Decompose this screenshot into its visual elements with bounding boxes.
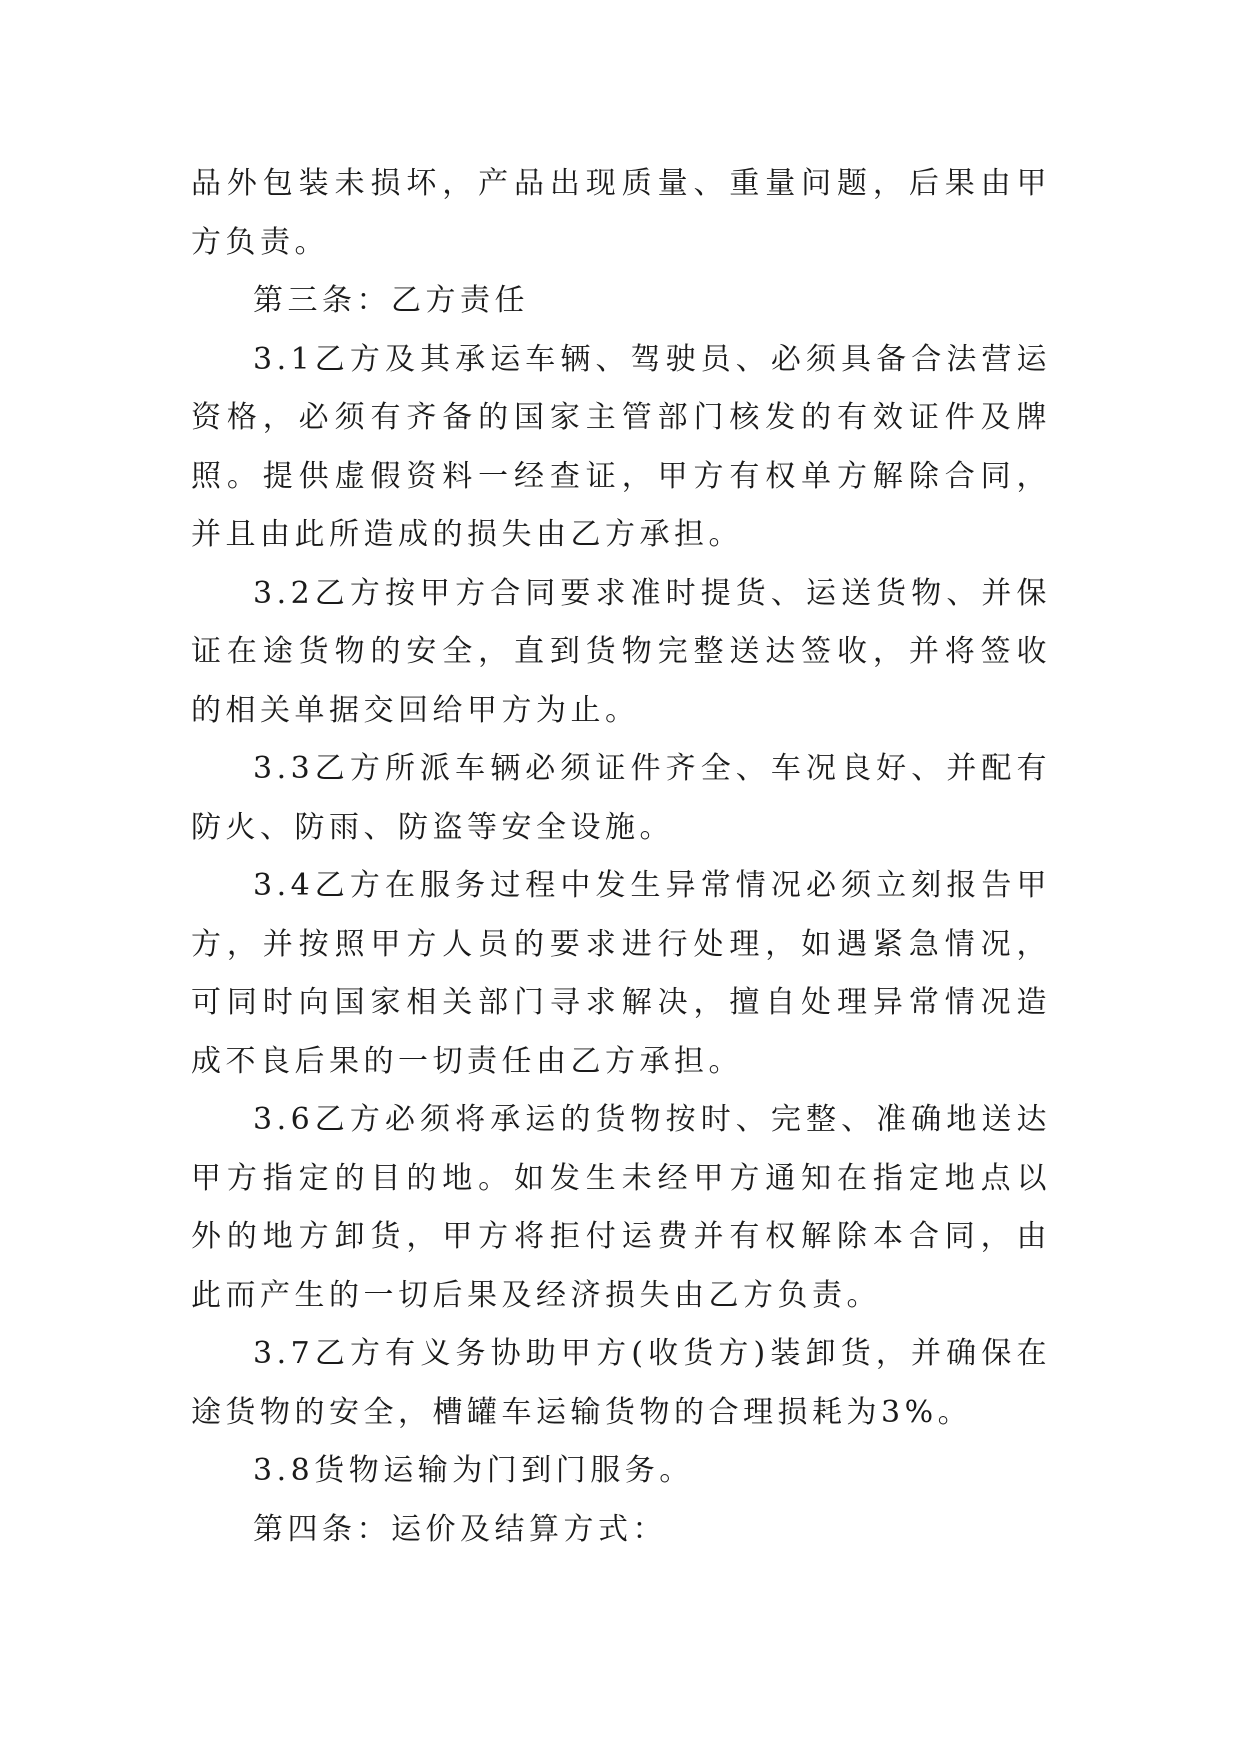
- heading-article-3: 第三条：乙方责任: [253, 283, 529, 318]
- document-page: [191, 155, 1051, 1559]
- clause-3-1: 3.1乙方及其承运车辆、驾驶员、必须具备合法营运资格，必须有齐备的国家主管部门核发的有效证件及牌照。提供虚假资料一经查证，甲方有权单方解除合同，并且由此所造成的损失由乙方承担。: [191, 341, 1051, 552]
- clause-3-3: 3.3乙方所派车辆必须证件齐全、车况良好、并配有防火、防雨、防盗等安全设施。: [191, 751, 1051, 845]
- clause-3-4: 3.4乙方在服务过程中发生异常情况必须立刻报告甲方，并按照甲方人员的要求进行处理，如遇紧急情况，可同时向国家相关部门寻求解决，擅自处理异常情况造成不良后果的一切责任由乙方承担。: [191, 868, 1051, 1079]
- clause-3-6: 3.6乙方必须将承运的货物按时、完整、准确地送达甲方指定的目的地。如发生未经甲方通知在指定地点以外的地方卸货，甲方将拒付运费并有权解除本合同，由此而产生的一切后果及经济损失由乙方负责。: [191, 1102, 1051, 1313]
- clause-3-2: 3.2乙方按甲方合同要求准时提货、运送货物、并保证在途货物的安全，直到货物完整送达签收，并将签收的相关单据交回给甲方为止。: [191, 575, 1051, 728]
- clause-3-8: 3.8货物运输为门到门服务。: [253, 1453, 694, 1488]
- clause-3-7: 3.7乙方有义务协助甲方(收货方)装卸货，并确保在途货物的安全，槽罐车运输货物的合理损耗为3%。: [191, 1336, 1051, 1430]
- heading-article-4: 第四条：运价及结算方式：: [253, 1511, 667, 1547]
- paragraph-continuation: 品外包装未损坏，产品出现质量、重量问题，后果由甲方负责。: [191, 166, 1051, 260]
